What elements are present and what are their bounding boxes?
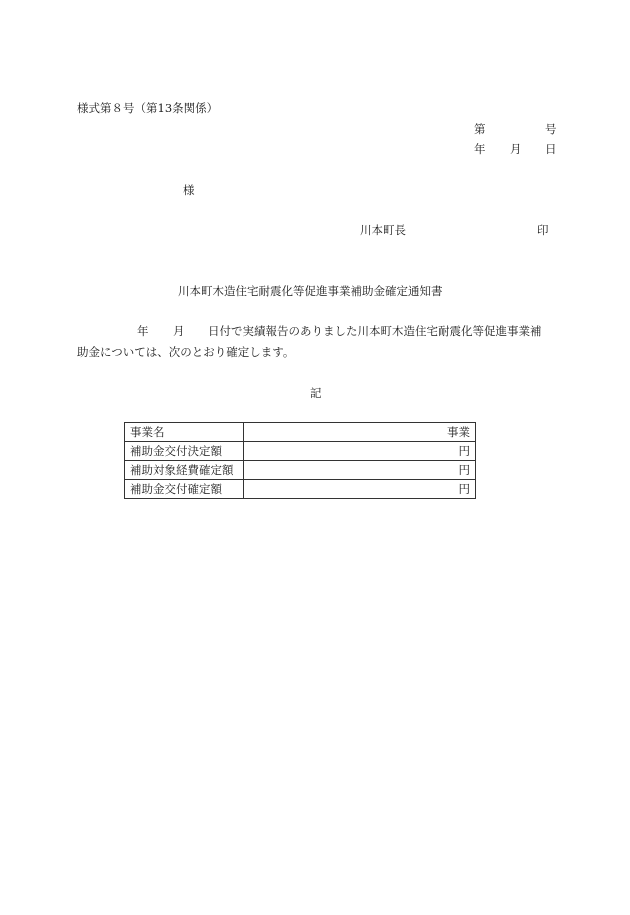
table-row — [125, 480, 476, 499]
row-label: 補助対象経費確定額 — [125, 461, 244, 480]
body-month: 月 — [173, 324, 185, 338]
form-number: 様式第８号（第13条関係） — [77, 101, 219, 115]
date-day: 日 — [545, 142, 557, 156]
document-title: 川本町木造住宅耐震化等促進事業補助金確定通知書 — [178, 284, 443, 298]
body-text-line2: 助金については、次のとおり確定します。 — [77, 345, 295, 359]
detail-table — [124, 422, 476, 499]
seal-mark: 印 — [537, 223, 549, 237]
doc-number-dai: 第 — [474, 122, 486, 136]
row-value: 円 — [244, 480, 476, 499]
row-value: 円 — [244, 442, 476, 461]
row-label: 事業名 — [125, 423, 244, 442]
body-year: 年 — [137, 324, 149, 338]
date-month: 月 — [510, 142, 522, 156]
table-row — [125, 461, 476, 480]
issuer-title: 川本町長 — [360, 223, 406, 237]
row-value: 事業 — [244, 423, 476, 442]
addressee-suffix: 様 — [183, 183, 195, 197]
row-label: 補助金交付確定額 — [125, 480, 244, 499]
row-value: 円 — [244, 461, 476, 480]
ki-heading: 記 — [310, 386, 322, 400]
body-text-line1: 日付で実績報告のありました川本町木造住宅耐震化等促進事業補 — [208, 324, 542, 338]
table-row — [125, 442, 476, 461]
row-label: 補助金交付決定額 — [125, 442, 244, 461]
doc-number-go: 号 — [545, 122, 557, 136]
date-year: 年 — [474, 142, 486, 156]
table-row — [125, 423, 476, 442]
